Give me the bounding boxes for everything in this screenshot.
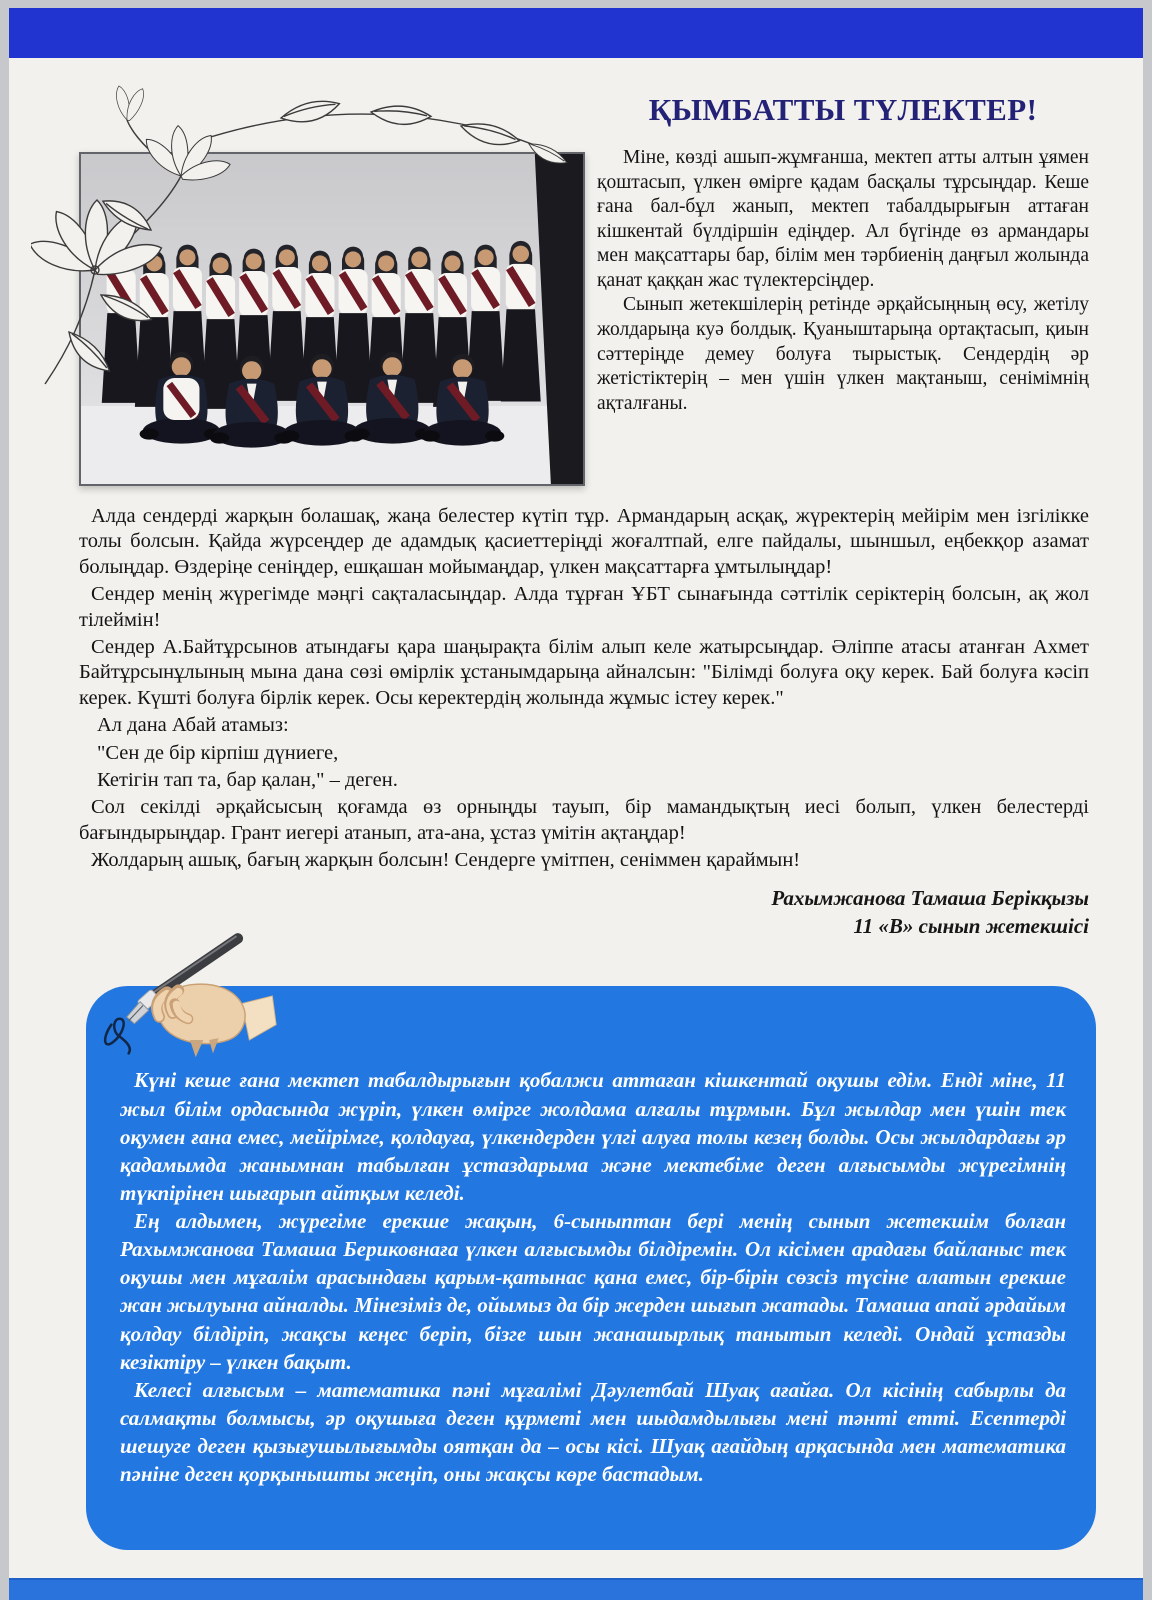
page-content — [9, 92, 1143, 1550]
intro-column — [597, 92, 1089, 486]
hero-section — [79, 92, 1089, 486]
body-paragraph-2: Сендер менің жүрегімде мәңгі сақталасыңдар. Алда тұрған ҰБТ сынағында сәттілік серіктерің болсын, ақ жол тілеймін! — [79, 583, 1089, 631]
signature-name: Рахымжанова Тамаша Берікқызы — [771, 885, 1089, 910]
body-paragraph-3: Сендер А.Байтұрсынов атындағы қара шаңырақта білім алып келе жатырсыңдар. Әліппе атасы атанған Ахмет Байтұрсынұлының мына дана сөзі өмірлік ұстанымдарыңа айналсын: "Білімді болуға оқу керек. Бай болуға кәсіп керек. Күшті болуға бірлік керек. Осы керектердің жолында жұмыс істеу керек." — [79, 636, 1089, 709]
intro-paragraph-2: Сынып жетекшілерің ретінде әрқайсыңның өсу, жетілу жолдарыңа куә болдық. Қуаныштарыңа ортақтасып, қиын сәттеріңде демеу болуға тырыстық. Сендердің әр жетістіктерің – мен үшін үлкен мақтаныш, сенімімнің ақталғаны. — [597, 294, 1089, 414]
gratitude-letter-box — [86, 986, 1096, 1550]
poem-line-2: Кетігін тап та, бар қалан," – деген. — [97, 769, 398, 792]
top-banner-bar — [9, 8, 1143, 58]
body-paragraph-5: Сол секілді әрқайсысың қоғамда өз орныңды тауып, бір мамандықтың иесі болып, үлкен белестерді бағындырыңдар. Грант иегері атанып, ата-ана, ұстаз үмітін ақтаңдар! — [79, 796, 1089, 844]
intro-text — [597, 146, 1089, 416]
page-title: ҚЫМБАТТЫ ТҮЛЕКТЕР! — [648, 92, 1038, 127]
body-text — [79, 504, 1089, 874]
body-paragraph-1: Алда сендерді жарқын болашақ, жаңа белестер күтіп тұр. Армандарың асқақ, жүректерің мейірім мен ізгілікке толы болсын. Қайда жүрсеңдер де адамдық қасиеттеріңді жоғалтпай, елге пайдалы, шыншыл, еңбекқор азамат болыңдар. Өздеріңе сеніңдер, ешқашан мойымаңдар, үлкен мақсаттарға ұмтылыңдар! — [79, 505, 1089, 578]
body-paragraph-4: Ал дана Абай атамыз: — [97, 714, 289, 737]
letter-paragraph-1: Күні кеше ғана мектеп табалдырығын қобалжи аттаған кішкентай оқушы едім. Енді міне, 11 жыл білім ордасында жүріп, үлкен өмірге жолдама алғалы тұрмын. Бұл жылдар мен үшін тек оқумен ғана емес, мейірімге, қолдауға, үлкендерден үлгі алуға толы кезең болды. Осы жылдардағы әр қадамымда жанымнан табылған ұстаздарыма және мектебіме деген алғысымды жүрегімнің түкпірінен шығарып айтқым келеді. — [120, 1068, 1066, 1205]
bottom-banner-bar — [9, 1578, 1143, 1600]
letter-paragraph-2: Ең алдымен, жүрегіме ерекше жақын, 6-сыныптан бері менің сынып жетекшім болған Рахымжанова Тамаша Бериковнаға үлкен алғысымды білдіремін. Ол кісімен арадағы байланыс тек оқушы мен мұғалім арасындағы қарым-қатынас қана емес, бір-бірін сөзсіз түсіне алатын ерекше жан жылуына айналды. Мінезіміз де, ойымыз да бір жерден шығып жатады. Тамаша апай әрдайым қолдау білдіріп, жақсы кеңес беріп, бізге шын жанашырлық танытып келеді. Ондай ұстазды кезіктіру – үлкен бақыт. — [120, 1209, 1066, 1374]
intro-paragraph-1: Міне, көзді ашып-жұмғанша, мектеп атты алтын ұямен қоштасып, үлкен өмірге қадам басқалы тұрсыңдар. Кеше ғана бал-бұл жанып, мектеп табалдырығын аттаған кішкентай бүлдіршін едіңдер. Ал бүгінде өз армандары мен мақсаттары бар, білім мен тәрбиенің даңғыл жолында қанат қаққан жас түлектерсіңдер. — [597, 147, 1089, 291]
class-photo-image — [81, 154, 583, 484]
letter-paragraph-3: Келесі алғысым – математика пәні мұғалімі Дәулетбай Шуақ ағайға. Ол кісінің сабырлы да салмақты болмысы, әр оқушыға деген құрметі мен шыдамдылығы мені тәнті етті. Есептерді шешуге деген қызығушылығымды оятқан да – осы кісі. Шуақ ағайдың арқасында мен математика пәніне деген қорқынышты жеңіп, оны жақсы көре бастадым. — [120, 1377, 1066, 1487]
poem-line-1: "Сен де бір кірпіш дүниеге, — [97, 741, 339, 764]
hand-writing-pen-icon — [98, 928, 280, 1060]
class-photo-block — [79, 152, 585, 486]
body-paragraph-6: Жолдарың ашық, бағың жарқын болсын! Сендерге үмітпен, сеніммен қараймын! — [91, 849, 801, 872]
class-photo — [79, 152, 585, 486]
signature-role: 11 «В» сынып жетекшісі — [853, 914, 1089, 939]
scanned-page — [9, 8, 1143, 1600]
